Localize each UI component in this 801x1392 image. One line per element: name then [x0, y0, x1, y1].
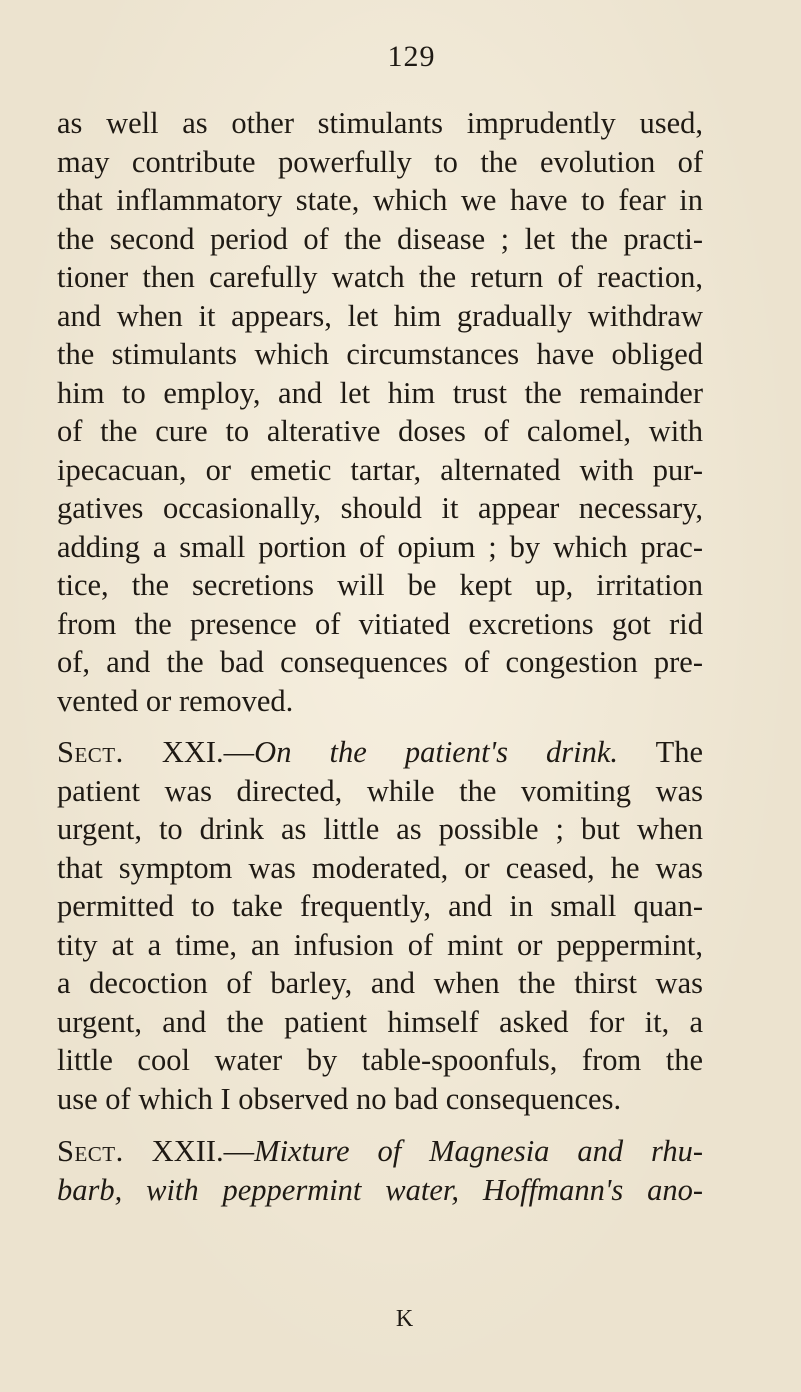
- text-line: adding a small portion of opium ; by which prac-: [57, 529, 703, 564]
- text-line: from the presence of vitiated excretions got rid: [57, 606, 703, 641]
- section-xxii: [57, 1132, 703, 1209]
- text-line: little cool water by table-spoonfuls, from the: [57, 1043, 703, 1077]
- text-line: use of which I observed no bad consequences.: [57, 1081, 622, 1116]
- text-line: of, and the bad consequences of congestion pre-: [57, 645, 703, 679]
- text-line: urgent, and the patient himself asked for it, a: [57, 1004, 703, 1039]
- text-line: and when it appears, let him gradually withdraw: [57, 298, 703, 333]
- text-line: as well as other stimulants imprudently used,: [57, 106, 703, 140]
- section-heading: [57, 1132, 703, 1171]
- sect-label: Sect.: [57, 735, 124, 769]
- text-line: the second period of the disease ; let the practi-: [57, 221, 703, 256]
- text-line: tity at a time, an infusion of mint or peppermint,: [57, 927, 703, 962]
- text-line: the stimulants which circumstances have obliged: [57, 337, 703, 371]
- text-line: a decoction of barley, and when the thirst was: [57, 966, 703, 1000]
- text-line: of the cure to alterative doses of calomel, with: [57, 414, 703, 448]
- text-line: tice, the secretions will be kept up, irritation: [57, 568, 703, 602]
- sect-number: XXII.—: [151, 1134, 255, 1168]
- sect-rest: The: [655, 735, 703, 769]
- sect-title: On the patient's drink.: [254, 735, 619, 769]
- text-line: barb, with peppermint water, Hoffmann's ano-: [57, 1172, 703, 1207]
- text-line: tioner then carefully watch the return of reaction,: [57, 260, 703, 294]
- section-xxi: [57, 733, 703, 1118]
- text-line: that inflammatory state, which we have to fear in: [57, 183, 703, 217]
- text-line: ipecacuan, or emetic tartar, alternated with pur-: [57, 452, 703, 487]
- text-line: may contribute powerfully to the evolution of: [57, 144, 703, 179]
- signature-mark: K: [395, 1306, 414, 1332]
- text-line: him to employ, and let him trust the remainder: [57, 375, 703, 410]
- text-line: patient was directed, while the vomiting was: [57, 773, 703, 808]
- text-line: vented or removed.: [57, 683, 294, 718]
- sect-label: Sect.: [57, 1134, 124, 1168]
- page-number: 129: [387, 40, 436, 73]
- sect-number: XXI.—: [161, 735, 255, 769]
- text-line: that symptom was moderated, or ceased, he was: [57, 850, 703, 885]
- text-line: gatives occasionally, should it appear necessary,: [57, 491, 703, 525]
- text-line: urgent, to drink as little as possible ; but when: [57, 812, 703, 846]
- section-heading: [57, 733, 703, 772]
- text-line: permitted to take frequently, and in small quan-: [57, 889, 703, 923]
- sect-title: Mixture of Magnesia and rhu-: [254, 1134, 703, 1168]
- paragraph-1: [57, 104, 703, 720]
